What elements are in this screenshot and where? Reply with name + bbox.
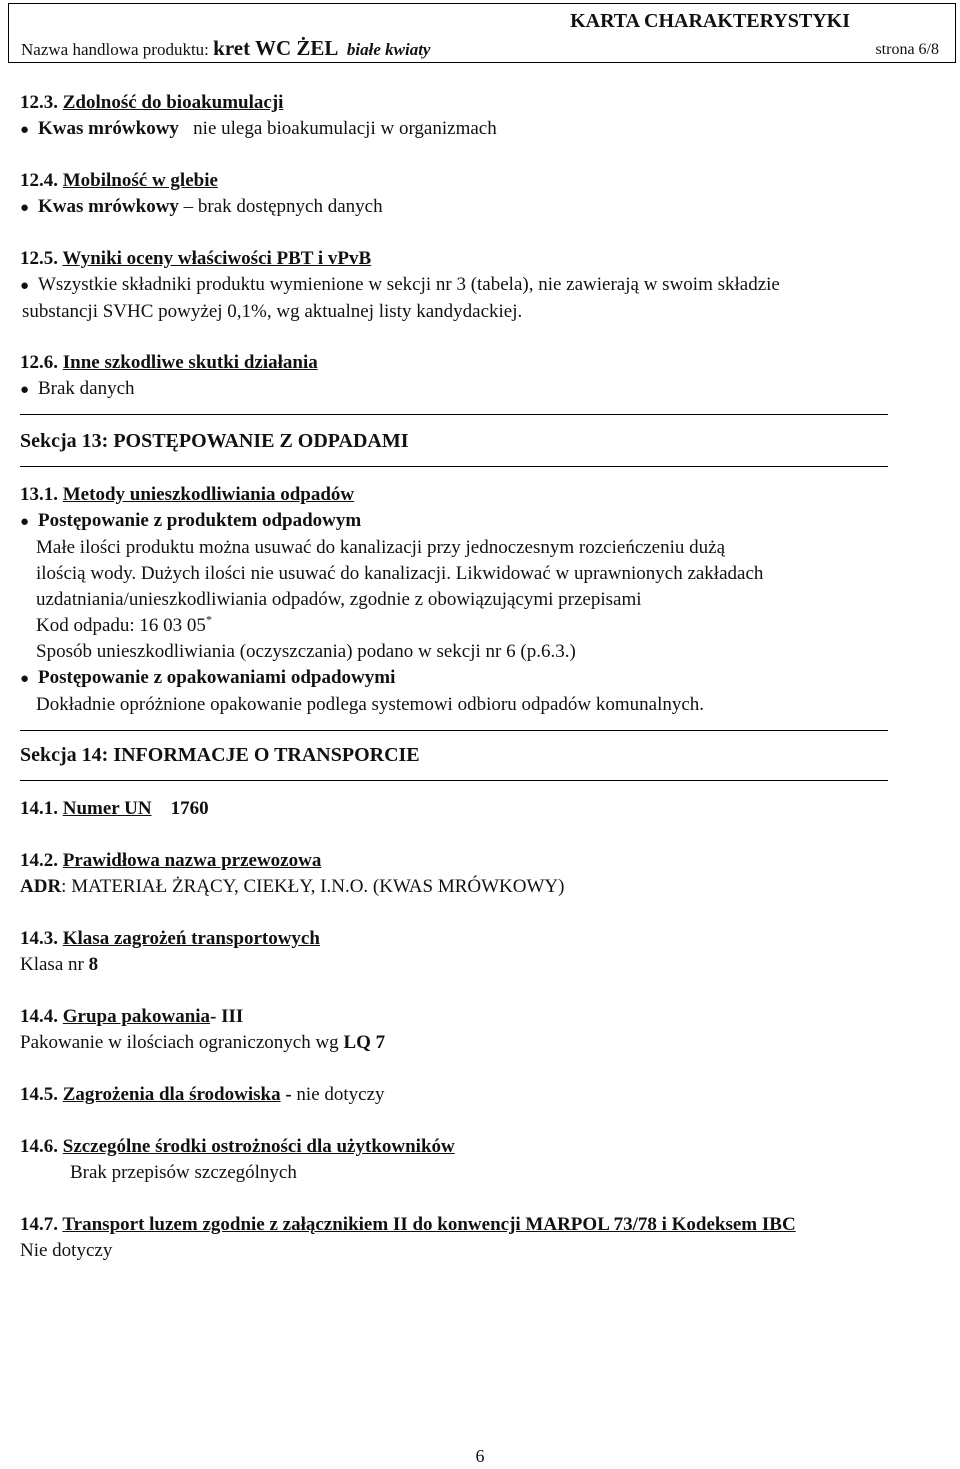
- section-title: Metody unieszkodliwiania odpadów: [62, 484, 355, 505]
- section-title: Zdolność do bioakumulacji: [62, 92, 284, 113]
- section-title: Zagrożenia dla środowiska: [62, 1084, 281, 1105]
- section-14-1: [20, 796, 940, 822]
- section-12-3: [20, 90, 940, 143]
- section-divider: [20, 730, 888, 731]
- bullet-icon: ●: [20, 200, 30, 216]
- section-12-6: [20, 350, 940, 403]
- section-13-heading: Sekcja 13: POSTĘPOWANIE Z ODPADAMI: [20, 430, 409, 452]
- substance-name: Kwas mrówkowy: [38, 196, 179, 217]
- section-title: Transport luzem zgodnie z załącznikiem II do konwencji MARPOL 73/78 i Kodeksem IBC: [62, 1214, 796, 1235]
- adr-label: ADR: [20, 876, 62, 897]
- bullet-icon: ●: [20, 514, 30, 530]
- section-number: 12.4.: [20, 170, 58, 191]
- section-14-7: [20, 1212, 954, 1264]
- paragraph-line: Wszystkie składniki produktu wymienione w sekcji nr 3 (tabela), nie zawierają w swoim składzie: [38, 274, 780, 295]
- section-number: 12.5.: [20, 248, 58, 269]
- product-variant: białe kwiaty: [346, 40, 431, 59]
- section-title: Mobilność w glebie: [62, 170, 218, 191]
- section-number: 14.1.: [20, 798, 58, 819]
- paragraph-line: Brak danych: [38, 378, 135, 399]
- page-number: 6: [475, 1446, 485, 1466]
- limited-quantity-value: LQ 7: [343, 1032, 386, 1053]
- section-number: 14.5.: [20, 1084, 58, 1105]
- limited-quantity-label: Pakowanie w ilościach ograniczonych wg: [20, 1032, 344, 1053]
- section-14-3: [20, 926, 940, 978]
- page-indicator: strona 6/8: [875, 41, 939, 58]
- header-product-row: [21, 35, 939, 63]
- section-number: 14.4.: [20, 1006, 58, 1027]
- section-divider: [20, 466, 888, 467]
- section-14-heading: Sekcja 14: INFORMACJE O TRANSPORCIE: [20, 744, 420, 766]
- section-title: Klasa zagrożeń transportowych: [62, 928, 320, 949]
- section-title: Numer UN: [62, 798, 152, 819]
- section-title: Szczególne środki ostrożności dla użytkowników: [62, 1136, 455, 1157]
- waste-code: Kod odpadu: 16 03 05*: [36, 612, 212, 636]
- paragraph-line: Brak przepisów szczególnych: [70, 1162, 297, 1183]
- section-number: 12.3.: [20, 92, 58, 113]
- bullet-icon: ●: [20, 278, 30, 294]
- section-12-4: [20, 168, 940, 221]
- paragraph-line: Nie dotyczy: [20, 1240, 113, 1261]
- section-14-5: 14.5. Zagrożenia dla środowiska - nie dotyczy: [20, 1084, 385, 1105]
- class-label: Klasa nr: [20, 954, 89, 975]
- substance-text: nie ulega bioakumulacji w organizmach: [193, 118, 497, 139]
- section-14-6: [20, 1134, 940, 1186]
- product-label: Nazwa handlowa produktu:: [21, 40, 209, 59]
- paragraph-line: substancji SVHC powyżej 0,1%, wg aktualnej listy kandydackiej.: [22, 301, 523, 322]
- section-14-4: [20, 1004, 940, 1056]
- class-value: 8: [88, 954, 99, 975]
- bullet-icon: ●: [20, 122, 30, 138]
- substance-name: Kwas mrówkowy: [38, 118, 179, 139]
- subheading: Postępowanie z opakowaniami odpadowymi: [38, 667, 396, 688]
- section-number: 14.3.: [20, 928, 58, 949]
- section-12-5: [20, 246, 940, 325]
- section-13-1: [20, 482, 940, 718]
- document-title: KARTA CHARAKTERYSTYKI: [570, 10, 850, 32]
- section-title: Wyniki oceny właściwości PBT i vPvB: [62, 248, 372, 269]
- section-14-2: [20, 848, 940, 900]
- un-number: 1760: [170, 798, 209, 819]
- shipping-name: : MATERIAŁ ŻRĄCY, CIEKŁY, I.N.O. (KWAS MRÓWKOWY): [61, 876, 565, 897]
- section-number: 13.1.: [20, 484, 58, 505]
- product-brand: kret WC ŻEL: [213, 36, 339, 60]
- paragraph-line: Dokładnie opróżnione opakowanie podlega systemowi odbioru odpadów komunalnych.: [36, 694, 705, 715]
- document-header: [8, 3, 956, 63]
- packing-group: - III: [210, 1006, 244, 1027]
- paragraph-line: uzdatniania/unieszkodliwiania odpadów, zgodnie z obowiązującymi przepisami: [36, 589, 642, 610]
- section-title: Inne szkodliwe skutki działania: [62, 352, 318, 373]
- bullet-icon: ●: [20, 671, 30, 687]
- bullet-icon: ●: [20, 382, 30, 398]
- section-number: 14.6.: [20, 1136, 58, 1157]
- section-number: 12.6.: [20, 352, 58, 373]
- section-divider: [20, 414, 888, 415]
- section-title: Prawidłowa nazwa przewozowa: [62, 850, 322, 871]
- substance-text: – brak dostępnych danych: [183, 196, 383, 217]
- section-title: Grupa pakowania: [62, 1006, 211, 1027]
- section-number: 14.7.: [20, 1214, 58, 1235]
- section-divider: [20, 780, 888, 781]
- section-number: 14.2.: [20, 850, 58, 871]
- environmental-value: nie dotyczy: [296, 1084, 385, 1105]
- paragraph-line: ilością wody. Dużych ilości nie usuwać do kanalizacji. Likwidować w uprawnionych zakładach: [36, 563, 764, 584]
- paragraph-line: Sposób unieszkodliwiania (oczyszczania) podano w sekcji nr 6 (p.6.3.): [36, 641, 576, 662]
- subheading: Postępowanie z produktem odpadowym: [38, 510, 362, 531]
- paragraph-line: Małe ilości produktu można usuwać do kanalizacji przy jednoczesnym rozcieńczeniu dużą: [36, 537, 726, 558]
